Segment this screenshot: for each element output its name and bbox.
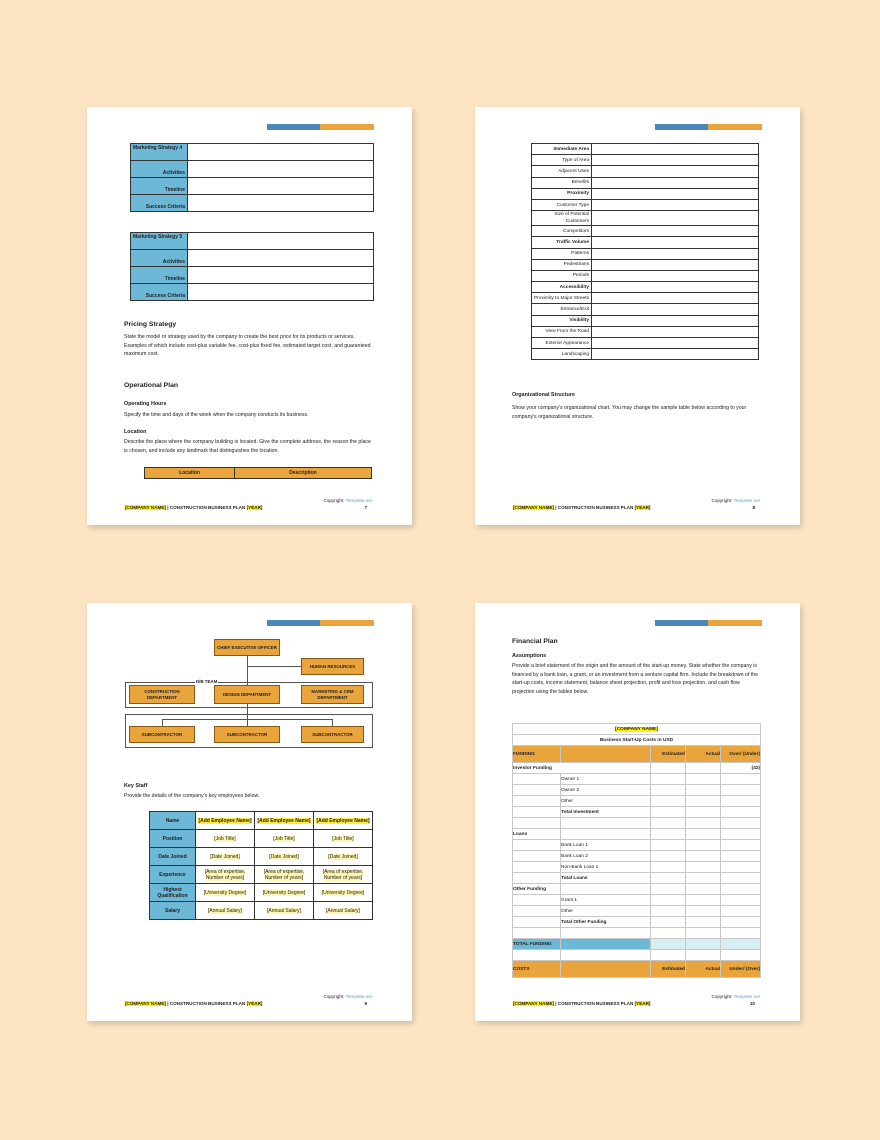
site-row <box>532 155 759 166</box>
footer: [COMPANY NAME] | CONSTRUCTION BUSINESS PLAN [YEAR] <box>125 1001 263 1006</box>
site-row <box>532 177 759 188</box>
site-row-value <box>592 304 759 315</box>
page-10 <box>475 603 800 1021</box>
pricing-strategy-text: State the model or strategy used by the company to create the best price for its products or services. Examples of which include cost-plus variable fee, cost-plus fixed fee, estimated target cost, and guaranteed maximum cost. <box>124 334 371 358</box>
staff-cell: [Add Employee Name] <box>314 812 373 830</box>
site-row-label: Competitors <box>532 226 592 237</box>
site-row-label: Accessibility <box>532 282 592 293</box>
site-row-value <box>592 177 759 188</box>
site-row-value <box>592 338 759 349</box>
startup-costs-table: [COMPANY NAME] Business Start-Up Costs in USD FUNDING Estimated Actual Over/ (Under) Investor Funding (42) Owner 1 Owner 2 Other Total Investment Loans Bank Loan 1 Bank Loan 2 Non-Bank Loan 1 Total Loans Other Funding Grant 1 Other Total Other Funding TOTAL FUNDING COSTS Estimated Actual Under/ (Over) <box>512 723 761 978</box>
operating-hours-text: Specify the time and days of the week when the company conducts its business. <box>124 412 309 418</box>
org-db-team: D/B TEAM <box>196 679 218 684</box>
footer: [COMPANY NAME] | CONSTRUCTION BUSINESS PLAN [YEAR] <box>513 1001 651 1006</box>
site-row-label: Visibility <box>532 315 592 326</box>
site-row-label: Adjacent Uses <box>532 166 592 177</box>
operating-hours-heading: Operating Hours <box>124 401 167 407</box>
site-row-value <box>592 248 759 259</box>
staff-cell: [Job Title] <box>255 830 314 848</box>
assumptions-heading: Assumptions <box>512 653 547 659</box>
site-row-value <box>592 259 759 270</box>
marketing-strategy-4-table: Marketing Strategy 4 Activities Timeline Success Criteria <box>130 143 374 212</box>
staff-cell: [University Degree] <box>314 884 373 902</box>
staff-row <box>150 848 373 866</box>
location-heading: Location <box>124 429 147 435</box>
staff-row-label: Highest Qualification <box>150 884 196 902</box>
page-number: 7 <box>364 505 367 510</box>
org-ceo: CHIEF EXECUTIVE OFFICER <box>214 639 280 656</box>
staff-cell: [Date Joined] <box>314 848 373 866</box>
org-subcontractor-2: SUBCONTRACTOR <box>214 726 280 743</box>
staff-cell: [Area of expertise, Number of years] <box>255 866 314 884</box>
org-structure-heading: Organizational Structure <box>512 392 575 398</box>
site-row <box>532 293 759 304</box>
site-row-label: Type of Area <box>532 155 592 166</box>
operational-plan-heading: Operational Plan <box>124 382 179 389</box>
site-row-label: Immediate Area <box>532 144 592 155</box>
site-row-value <box>592 315 759 326</box>
staff-row-label: Experience <box>150 866 196 884</box>
staff-cell: [University Degree] <box>196 884 255 902</box>
staff-cell: [Job Title] <box>314 830 373 848</box>
staff-cell: [University Degree] <box>255 884 314 902</box>
staff-cell: [Area of expertise, Number of years] <box>314 866 373 884</box>
site-row <box>532 282 759 293</box>
header-color-bars <box>267 124 374 130</box>
location-text: Describe the place where the company building is located. Give the complete address, the reason the place is chosen, and include any landmark that distinguishes the location. <box>124 439 371 454</box>
site-row <box>532 349 759 360</box>
staff-cell: [Annual Salary] <box>255 902 314 920</box>
site-row-label: Traffic Volume <box>532 237 592 248</box>
site-row <box>532 338 759 349</box>
staff-row <box>150 830 373 848</box>
staff-row-label: Date Joined <box>150 848 196 866</box>
org-marketing: MARKETING & CRM DEPARTMENT <box>301 685 364 704</box>
org-construction: CONSTRUCTION DEPARTMENT <box>129 685 195 704</box>
footer: [COMPANY NAME] | CONSTRUCTION BUSINESS PLAN [YEAR] <box>125 505 263 510</box>
page-7 <box>87 107 412 525</box>
site-row-value <box>592 226 759 237</box>
staff-row <box>150 866 373 884</box>
page-9 <box>87 603 412 1021</box>
site-row-value <box>592 188 759 199</box>
staff-row-label: Position <box>150 830 196 848</box>
copyright: Copyright: Template.net <box>323 498 372 503</box>
site-row-label: Landscaping <box>532 349 592 360</box>
copyright: Copyright: Template.net <box>711 498 760 503</box>
site-row-value <box>592 155 759 166</box>
site-row-value <box>592 144 759 155</box>
site-row-label: Entrance/Exit <box>532 304 592 315</box>
key-staff-text: Provide the details of the company's key employees below. <box>124 793 260 799</box>
site-row <box>532 270 759 281</box>
org-subcontractor-1: SUBCONTRACTOR <box>129 726 195 743</box>
site-row <box>532 199 759 210</box>
header-color-bars <box>655 620 762 626</box>
site-row-label: Pedestrians <box>532 259 592 270</box>
staff-cell: [Add Employee Name] <box>255 812 314 830</box>
site-row-value <box>592 270 759 281</box>
site-row-value <box>592 211 759 226</box>
site-row-label: Benefits <box>532 177 592 188</box>
staff-cell: [Date Joined] <box>196 848 255 866</box>
fin-company: [COMPANY NAME] <box>513 724 761 735</box>
copyright: Copyright: Template.net <box>711 994 760 999</box>
site-row <box>532 188 759 199</box>
site-row <box>532 248 759 259</box>
staff-row <box>150 812 373 830</box>
strategy-title: Marketing Strategy 5 <box>131 233 188 250</box>
site-row <box>532 166 759 177</box>
site-row <box>532 226 759 237</box>
marketing-strategy-5-table: Marketing Strategy 5 Activities Timeline Success Criteria <box>130 232 374 301</box>
site-analysis-table <box>531 143 759 360</box>
financial-plan-heading: Financial Plan <box>512 638 558 645</box>
page-number: 8 <box>752 505 755 510</box>
staff-row <box>150 884 373 902</box>
site-row-value <box>592 237 759 248</box>
location-table: Location Description <box>144 467 372 479</box>
footer: [COMPANY NAME] | CONSTRUCTION BUSINESS PLAN [YEAR] <box>513 505 651 510</box>
org-hr: HUMAN RESOURCES <box>301 658 364 675</box>
org-structure-text: Show your company's organizational chart. You may change the sample table below according to your company's organizational structure. <box>512 405 747 420</box>
site-row-label: Size of Potential Customers <box>532 211 592 226</box>
strategy-title: Marketing Strategy 4 <box>131 144 188 161</box>
staff-row-label: Name <box>150 812 196 830</box>
site-row <box>532 144 759 155</box>
header-color-bars <box>655 124 762 130</box>
key-staff-table <box>149 811 373 920</box>
staff-cell: [Job Title] <box>196 830 255 848</box>
site-row <box>532 304 759 315</box>
page-8 <box>475 107 800 525</box>
site-row-label: Periods <box>532 270 592 281</box>
assumptions-text: Provide a brief statement of the origin and the amount of the start-up money. State whether the company is financed by a bank loan, a grant, or an investment from a venture capital firm. Include the breakdown of the start-up costs, income statement, balance sheet projection, profit and loss projection, and cash flow projection using the tables below. <box>512 663 758 695</box>
site-row <box>532 259 759 270</box>
site-row <box>532 326 759 337</box>
site-row-value <box>592 166 759 177</box>
staff-row-label: Salary <box>150 902 196 920</box>
site-row <box>532 237 759 248</box>
site-row-value <box>592 282 759 293</box>
site-row-value <box>592 326 759 337</box>
site-row-value <box>592 199 759 210</box>
site-row <box>532 315 759 326</box>
site-row-label: Customer Type <box>532 199 592 210</box>
site-row-value <box>592 293 759 304</box>
copyright: Copyright: Template.net <box>323 994 372 999</box>
header-color-bars <box>267 620 374 626</box>
site-row-label: View From the Road <box>532 326 592 337</box>
staff-cell: [Annual Salary] <box>196 902 255 920</box>
site-row-value <box>592 349 759 360</box>
page-number: 10 <box>749 1001 755 1006</box>
staff-cell: [Area of expertise, Number of years] <box>196 866 255 884</box>
site-row-label: Patterns <box>532 248 592 259</box>
site-row <box>532 211 759 226</box>
org-design: DESIGN DEPARTMENT <box>214 685 280 704</box>
pricing-strategy-heading: Pricing Strategy <box>124 321 177 328</box>
staff-cell: [Annual Salary] <box>314 902 373 920</box>
org-subcontractor-3: SUBCONTRACTOR <box>301 726 364 743</box>
staff-cell: [Add Employee Name] <box>196 812 255 830</box>
staff-row <box>150 902 373 920</box>
site-row-label: Proximity <box>532 188 592 199</box>
page-number: 9 <box>364 1001 367 1006</box>
site-row-label: Exterior Appearance <box>532 338 592 349</box>
key-staff-heading: Key Staff <box>124 783 148 789</box>
site-row-label: Proximity to Major Streets <box>532 293 592 304</box>
staff-cell: [Date Joined] <box>255 848 314 866</box>
